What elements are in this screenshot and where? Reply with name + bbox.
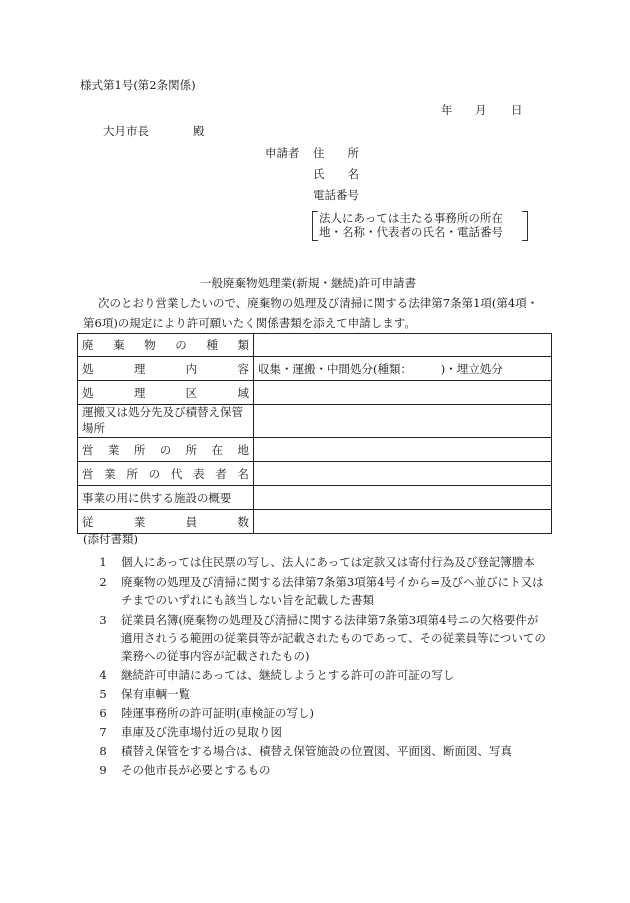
label-char: 名 <box>237 466 249 481</box>
list-item <box>93 612 538 628</box>
label-char: 営 <box>82 442 94 457</box>
applicant-phone-label: 電話番号 <box>313 188 359 202</box>
applicant-label: 申請者 <box>265 146 300 160</box>
list-item <box>93 686 190 702</box>
list-item <box>93 743 512 759</box>
form-number: 様式第1号(第2条関係) <box>80 78 196 92</box>
label-char: 廃 <box>82 338 94 352</box>
list-number: 6 <box>99 706 107 720</box>
label-char: 数 <box>237 514 249 529</box>
label-char: 所 <box>126 466 138 481</box>
label-char: 地 <box>237 442 249 457</box>
spread-label <box>82 385 249 401</box>
label-char: 内 <box>185 361 198 376</box>
label-char: 類 <box>237 338 249 352</box>
left-bracket <box>312 211 318 241</box>
row-label <box>78 486 254 510</box>
label-char: の <box>159 442 172 457</box>
label-char: 区 <box>185 385 198 400</box>
spread-label <box>82 337 249 353</box>
attachments-heading: (添付書類) <box>83 532 138 546</box>
row-label <box>78 462 254 486</box>
facility-overview-field[interactable] <box>254 486 552 510</box>
label-char: 所 <box>185 442 198 457</box>
processing-content-field[interactable]: 収集・運搬・中間処分(種類： )・埋立処分 <box>254 357 552 381</box>
label-char: 理 <box>133 385 146 400</box>
applicant-address-label: 住 所 <box>313 146 359 160</box>
list-text: 廃棄物の処理及び清掃に関する法律第7条第3項第4号イから=及びヘ並びにト又は <box>121 575 544 589</box>
row-label <box>78 405 254 438</box>
transport-destination-label: 運搬又は処分先及び積替え保管場所 <box>82 405 243 435</box>
list-item <box>93 554 535 570</box>
spread-label <box>82 466 249 482</box>
intro-line-2: 第6項)の規定により許可願いたく関係書類を添えて申請します。 <box>83 316 416 330</box>
list-item <box>93 574 544 590</box>
label-char: 物 <box>144 338 156 352</box>
label-char: 営 <box>82 466 94 481</box>
list-text: 個人にあっては住民票の写し、法人にあっては定款又は寄付行為及び登記簿謄本 <box>121 555 535 569</box>
table-row <box>78 462 552 486</box>
application-table <box>77 333 552 534</box>
spread-label <box>82 361 249 377</box>
right-bracket <box>522 211 528 241</box>
list-text: 従業員名簿(廃棄物の処理及び清掃に関する法律第7条第3項第4号ニの欠格要件が <box>121 613 539 627</box>
list-item <box>93 724 282 740</box>
label-char: 理 <box>133 361 146 376</box>
label-char: 処 <box>82 385 94 400</box>
list-text: その他市長が必要とするもの <box>121 763 271 777</box>
date-month-label: 月 <box>475 103 487 117</box>
row-label <box>78 357 254 381</box>
spread-label <box>82 442 249 458</box>
list-item <box>93 667 454 683</box>
row-label <box>78 334 254 357</box>
label-char: 者 <box>215 466 227 481</box>
label-char: 表 <box>193 466 205 481</box>
corporate-note-line2: 地・名称・代表者の氏名・電話番号 <box>319 225 503 239</box>
row-label <box>78 438 254 462</box>
label-char: 代 <box>170 466 183 481</box>
label-char: 棄 <box>113 338 125 352</box>
label-char: 域 <box>237 385 249 400</box>
list-text-continued: 業務への従事内容が記載されたもの) <box>121 649 310 663</box>
corporate-note-bracket <box>312 211 528 241</box>
list-number: 1 <box>99 555 107 569</box>
label-char: 所 <box>133 442 146 457</box>
employee-count-field[interactable] <box>254 510 552 534</box>
label-char: の <box>175 338 187 352</box>
label-char: 在 <box>211 442 224 457</box>
label-char: 業 <box>133 514 146 529</box>
list-number: 4 <box>99 668 107 682</box>
office-location-field[interactable] <box>254 438 552 462</box>
list-text: 陸運事務所の許可証明(車検証の写し) <box>121 706 314 720</box>
label-char: 容 <box>237 361 249 376</box>
date-year-label: 年 <box>441 103 453 117</box>
transport-destination-field[interactable] <box>254 405 552 438</box>
label-char: 従 <box>82 514 94 529</box>
table-row <box>78 381 552 405</box>
facility-overview-label: 事業の用に供する施設の概要 <box>82 490 232 505</box>
label-char: 業 <box>104 466 116 481</box>
addressee-honorific: 殿 <box>193 124 205 138</box>
table-row <box>78 510 552 534</box>
table-row <box>78 438 552 462</box>
corporate-note-line1: 法人にあっては主たる事務所の所在 <box>319 211 503 225</box>
list-number: 9 <box>99 763 107 777</box>
list-number: 2 <box>99 575 107 589</box>
list-number: 3 <box>99 613 107 627</box>
document-title: 一般廃棄物処理業(新規・継続)許可申請書 <box>200 276 416 290</box>
addressee-name: 大月市長 <box>103 124 149 138</box>
processing-area-field[interactable] <box>254 381 552 405</box>
label-char: 種 <box>206 338 218 352</box>
list-text: 積替え保管をする場合は、積替え保管施設の位置図、平面図、断面図、写真 <box>121 744 512 758</box>
label-char: 処 <box>82 361 94 376</box>
list-text: 車庫及び洗車場付近の見取り図 <box>121 725 282 739</box>
list-item <box>93 762 271 778</box>
list-item <box>93 705 314 721</box>
label-char: 業 <box>107 442 120 457</box>
waste-type-field[interactable] <box>254 334 552 357</box>
label-char: 員 <box>185 514 198 529</box>
list-text: 継続許可申請にあっては、継続しようとする許可の許可証の写し <box>121 668 455 682</box>
table-row <box>78 405 552 438</box>
table-row <box>78 357 552 381</box>
list-text: 保有車輌一覧 <box>121 687 190 701</box>
label-char: の <box>148 466 161 481</box>
spread-label <box>82 514 249 530</box>
list-text-continued: チまでのいずれにも該当しない旨を記載した書類 <box>121 593 374 607</box>
list-number: 7 <box>99 725 107 739</box>
row-label <box>78 381 254 405</box>
applicant-name-label: 氏 名 <box>313 167 359 181</box>
list-number: 8 <box>99 744 107 758</box>
list-number: 5 <box>99 687 107 701</box>
intro-line-1: 次のとおり営業したいので、廃棄物の処理及び清掃に関する法律第7条第1項(第4項・ <box>98 296 539 310</box>
list-text-continued: 適用されうる範囲の従業員等が記載されたものであって、その従業員等についての <box>121 631 546 645</box>
date-day-label: 日 <box>511 103 523 117</box>
table-row <box>78 486 552 510</box>
row-label <box>78 510 254 534</box>
table-row <box>78 334 552 357</box>
office-representative-field[interactable] <box>254 462 552 486</box>
